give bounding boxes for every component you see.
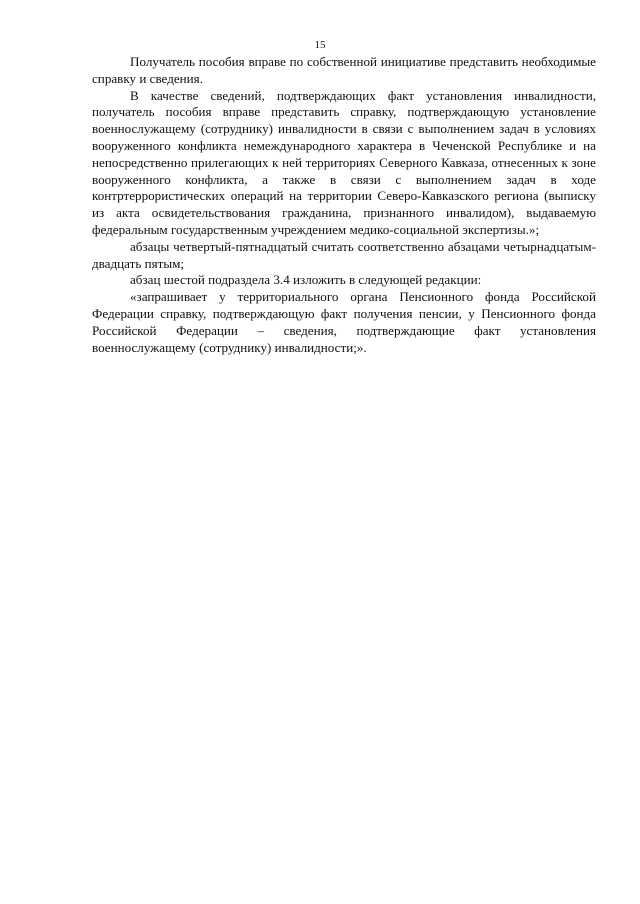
paragraph-zaprashivaet: «запрашивает у территориального органа Пенсионного фонда Российской Федерации справку, подтверждающую факт получения пенсии, у Пенсионного фонда Российской Федерации – сведения, подтверждающие факт установления военнослужащему (сотруднику) инвалидности;». <box>92 289 596 355</box>
document-body <box>92 54 596 356</box>
page-number: 15 <box>314 39 326 51</box>
paragraph-renumber-abzacy: абзацы четвертый-пятнадцатый считать соответственно абзацами четырнадцатым-двадцать пятым; <box>92 238 596 271</box>
paragraph-disability-info: В качестве сведений, подтверждающих факт установления инвалидности, получатель пособия вправе представить справку, подтверждающую установление военнослужащему (сотруднику) инвалидности в связи с выполнением задач в условиях вооруженного конфликта немеждународного характера в Чеченской Республике и на непосредственно прилегающих к ней территориях Северного Кавказа, отнесенных к зоне вооруженного конфликта, а также в связи с выполнением задач в ходе контртеррористических операций на территории Северо-Кавказского региона (выписку из акта освидетельствования гражданина, признанного инвалидом), выдаваемую федеральным государственным учреждением медико-социальной экспертизы.»; <box>92 87 596 237</box>
paragraph-abzac-shestoy: абзац шестой подраздела 3.4 изложить в следующей редакции: <box>130 272 482 288</box>
paragraph-recipient-right: Получатель пособия вправе по собственной инициативе представить необходимые справку и сведения. <box>92 54 596 86</box>
